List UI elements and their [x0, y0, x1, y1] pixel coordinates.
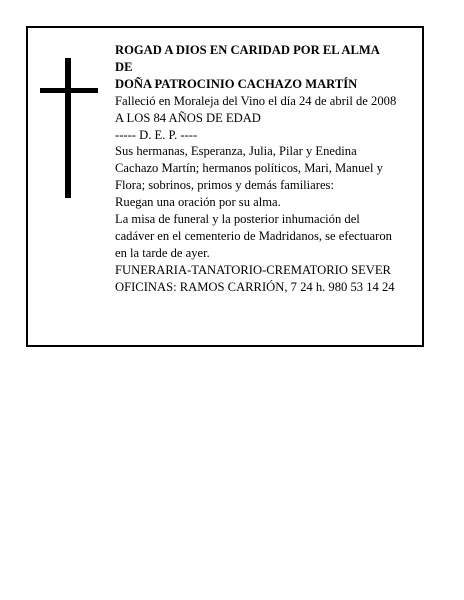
- funeral-info-line-2: cadáver en el cementerio de Madridanos, se efectuaron: [115, 228, 392, 243]
- family-line-1: Sus hermanas, Esperanza, Julia, Pilar y Enedina: [115, 144, 357, 159]
- deceased-name: DOÑA PATROCINIO CACHAZO MARTÍN: [115, 76, 358, 91]
- funeral-home-office: OFICINAS: RAMOS CARRIÓN, 7 24 h. 980 53 14 24: [115, 279, 395, 294]
- notice-text: [115, 42, 425, 296]
- rip-line: ----- D. E. P. ----: [115, 127, 198, 142]
- prayer-request-heading: ROGAD A DIOS EN CARIDAD POR EL ALMA: [115, 43, 380, 57]
- prayer-request-heading-continued: DE: [115, 59, 133, 74]
- death-date-place: Falleció en Moraleja del Vino el día 24 de abril de 2008: [115, 93, 397, 108]
- cross-vertical-bar: [65, 58, 71, 198]
- funeral-info-line-1: La misa de funeral y la posterior inhumación del: [115, 212, 360, 227]
- age-at-death: A LOS 84 AÑOS DE EDAD: [115, 110, 261, 125]
- family-line-3: Flora; sobrinos, primos y demás familiares:: [115, 178, 334, 193]
- funeral-home-name: FUNERARIA-TANATORIO-CREMATORIO SEVER: [115, 262, 391, 277]
- latin-cross-icon: [40, 58, 98, 198]
- cross-horizontal-bar: [40, 88, 98, 93]
- obituary-notice: [26, 26, 424, 347]
- funeral-info-line-3: en la tarde de ayer.: [115, 245, 210, 260]
- prayer-request: Ruegan una oración por su alma.: [115, 195, 281, 210]
- family-line-2: Cachazo Martín; hermanos políticos, Mari, Manuel y: [115, 161, 383, 176]
